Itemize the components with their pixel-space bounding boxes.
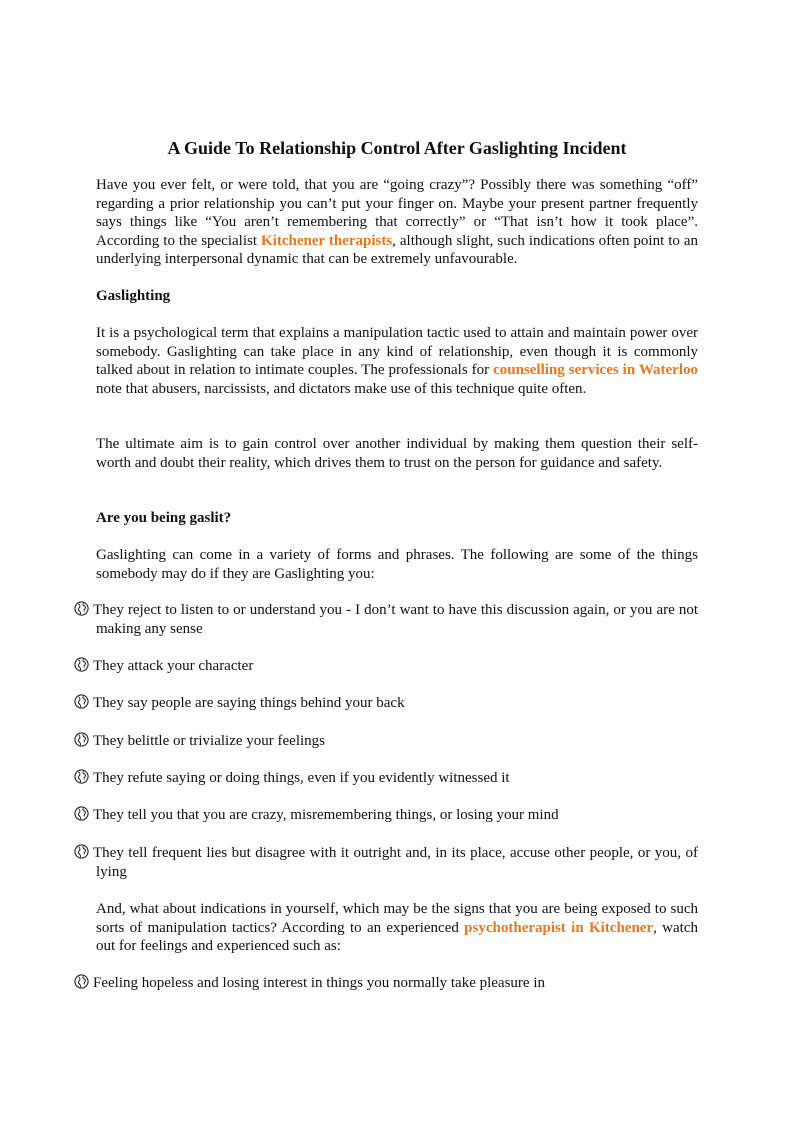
bullet-text: They attack your character (93, 658, 254, 674)
globe-icon (74, 844, 89, 859)
heading-are-you-gaslit: Are you being gaslit? (96, 510, 232, 526)
bullet-text: They say people are saying things behind your back (93, 695, 405, 711)
bullet-text: They reject to listen to or understand you - I don’t want to have this discussion again, or you are not making any sense (93, 602, 698, 637)
heading-gaslighting: Gaslighting (96, 288, 171, 304)
list-item (74, 601, 698, 638)
list-item (74, 806, 698, 825)
globe-icon (74, 694, 89, 709)
globe-icon (74, 769, 89, 784)
globe-icon (74, 974, 89, 989)
list-item (74, 974, 698, 993)
intro-text-2: , although slight, such indications often point to an underlying interpersonal dynamic that can be extremely unfavourable. (96, 232, 698, 267)
list-item (74, 657, 698, 676)
globe-icon (74, 806, 89, 821)
intro-paragraph (96, 176, 698, 269)
list-item (74, 769, 698, 788)
forms-paragraph: Gaslighting can come in a variety of forms and phrases. The following are some of the things somebody may do if they are Gaslighting you: (96, 547, 698, 582)
globe-icon (74, 601, 89, 616)
list-item (74, 694, 698, 713)
para2-text-2: note that abusers, narcissists, and dictators make use of this technique quite often. (96, 380, 587, 397)
globe-icon (74, 657, 89, 672)
kitchener-therapists-link[interactable]: Kitchener therapists (260, 232, 393, 249)
indications-paragraph (96, 900, 698, 956)
intro-text-1: Have you ever felt, or were told, that you are “going crazy”? Possibly there was something “off” regarding a prior relationship you can’t put your finger on. Maybe your present partner frequently says things like “You aren’t remembering that correctly” or “That isn’t how it took place”. According to the specialist (96, 177, 698, 249)
bullet-text: They tell frequent lies but disagree with it outright and, in its place, accuse other people, or you, of lying (93, 845, 698, 880)
psychotherapist-kitchener-link[interactable]: psychotherapist in Kitchener (464, 919, 654, 936)
bullet-text: They refute saying or doing things, even if you evidently witnessed it (93, 770, 510, 786)
para5-text-2: , watch out for feelings and experienced such as: (96, 919, 698, 954)
bullet-text: Feeling hopeless and losing interest in things you normally take pleasure in (93, 975, 545, 991)
gaslighting-paragraph (96, 324, 698, 398)
list-item (74, 844, 698, 881)
list-item (74, 732, 698, 751)
aim-paragraph: The ultimate aim is to gain control over another individual by making them question their self-worth and doubt their reality, which drives them to trust on the person for guidance and safety. (96, 436, 698, 471)
globe-icon (74, 732, 89, 747)
page-title: A Guide To Relationship Control After Gaslighting Incident (167, 138, 627, 158)
para5-text-1: And, what about indications in yourself, which may be the signs that you are being exposed to such sorts of manipulation tactics? According to an experienced (96, 901, 698, 936)
counselling-waterloo-link[interactable]: counselling services in Waterloo (493, 362, 699, 378)
bullet-text: They tell you that you are crazy, misremembering things, or losing your mind (93, 807, 559, 823)
para2-text-1: It is a psychological term that explains a manipulation tactic used to attain and maintain power over somebody. Gaslighting can take place in any kind of relationship, even though it is commonly talked about in relation to intimate couples. The professionals for (96, 325, 698, 378)
bullet-text: They belittle or trivialize your feelings (93, 733, 326, 749)
